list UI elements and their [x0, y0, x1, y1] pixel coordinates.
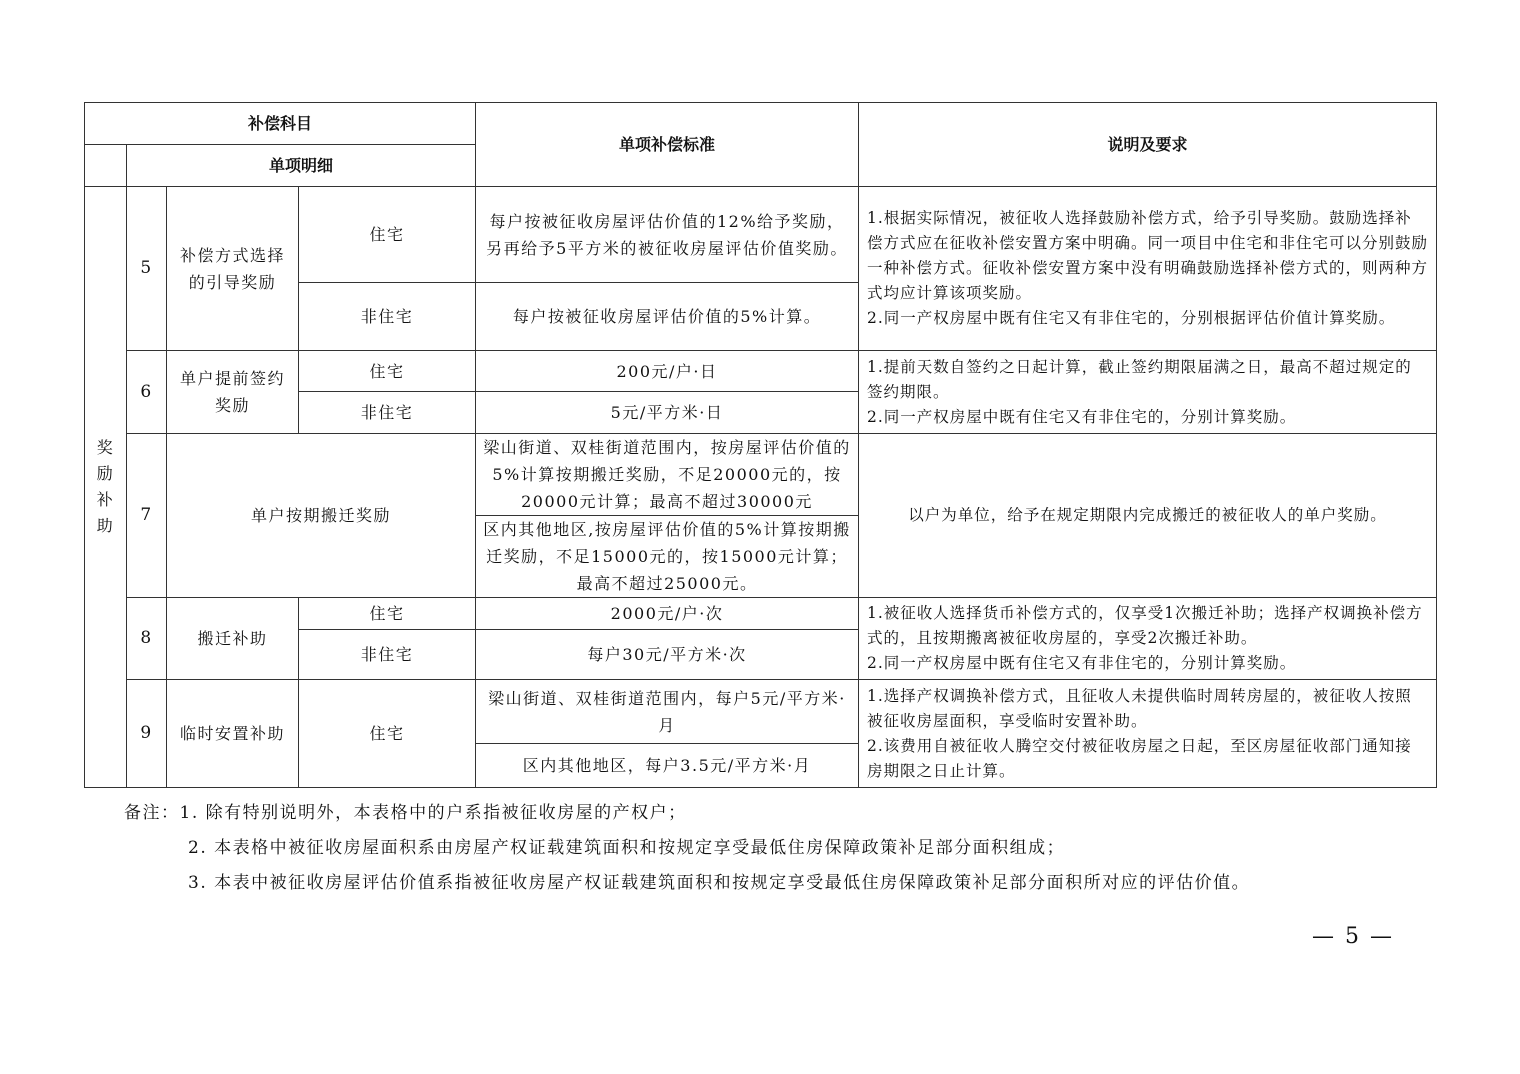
housing-type: 住宅 [299, 187, 476, 283]
header-standard: 单项补偿标准 [476, 103, 859, 187]
item-name: 搬迁补助 [167, 598, 299, 680]
footnote-line: 2. 本表格中被征收房屋面积系由房屋产权证载建筑面积和按规定享受最低住房保障政策补足部分面积组成； [188, 838, 1066, 858]
standard-cell: 每户按被征收房屋评估价值的5%计算。 [476, 283, 859, 351]
standard-cell: 每户30元/平方米·次 [476, 630, 859, 680]
standard-cell: 区内其他地区,按房屋评估价值的5%计算按期搬迁奖励，不足15000元的，按15000元计算；最高不超过25000元。 [476, 516, 859, 598]
standard-cell: 5元/平方米·日 [476, 392, 859, 434]
table-row [85, 434, 1437, 516]
page-number: — 5 — [1312, 924, 1394, 949]
notes-cell [859, 351, 1437, 434]
item-name: 补偿方式选择的引导奖励 [167, 187, 299, 351]
notes-paragraph: 1.提前天数自签约之日起计算，截止签约期限届满之日，最高不超过规定的签约期限。 [867, 357, 1412, 401]
item-name: 单户按期搬迁奖励 [167, 434, 476, 598]
table-row [85, 680, 1437, 744]
notes-paragraph: 2.同一产权房屋中既有住宅又有非住宅的，分别根据评估价值计算奖励。 [867, 309, 1396, 327]
notes-paragraph: 2.同一产权房屋中既有住宅又有非住宅的，分别计算奖励。 [867, 407, 1297, 426]
notes-paragraph: 1.被征收人选择货币补偿方式的，仅享受1次搬迁补助；选择产权调换补偿方式的，且按期搬离被征收房屋的，享受2次搬迁补助。 [867, 604, 1423, 647]
notes-cell [859, 680, 1437, 788]
header-blank-cell [85, 145, 127, 187]
housing-type: 住宅 [299, 351, 476, 392]
footnote-line: 3. 本表中被征收房屋评估价值系指被征收房屋产权证载建筑面积和按规定享受最低住房保障政策补足部分面积所对应的评估价值。 [188, 873, 1251, 893]
row-number: 5 [127, 187, 167, 351]
notes-paragraph: 2.同一产权房屋中既有住宅又有非住宅的，分别计算奖励。 [867, 654, 1297, 672]
notes-paragraph: 2.该费用自被征收人腾空交付被征收房屋之日起，至区房屋征收部门通知接房期限之日止计算。 [867, 736, 1412, 780]
standard-cell: 200元/户·日 [476, 351, 859, 392]
table-row [85, 351, 1437, 392]
standard-cell: 2000元/户·次 [476, 598, 859, 630]
header-detail: 单项明细 [127, 145, 476, 187]
table-row [85, 598, 1437, 630]
row-number: 8 [127, 598, 167, 680]
footnotes [124, 798, 1444, 903]
group-label-reward-subsidy: 奖 励 补 助 [85, 187, 127, 788]
notes-cell: 以户为单位，给予在规定期限内完成搬迁的被征收人的单户奖励。 [859, 434, 1437, 598]
housing-type: 非住宅 [299, 283, 476, 351]
housing-type: 住宅 [299, 598, 476, 630]
standard-cell: 梁山街道、双桂街道范围内，按房屋评估价值的5%计算按期搬迁奖励，不足20000元的，按20000元计算；最高不超过30000元 [476, 434, 859, 516]
item-name: 单户提前签约奖励 [167, 351, 299, 434]
header-notes: 说明及要求 [859, 103, 1437, 187]
header-category: 补偿科目 [85, 103, 476, 145]
standard-cell: 梁山街道、双桂街道范围内，每户5元/平方米·月 [476, 680, 859, 744]
footnote-line: 备注：1. 除有特别说明外，本表格中的户系指被征收房屋的产权户； [124, 803, 687, 823]
housing-type: 非住宅 [299, 630, 476, 680]
standard-cell: 区内其他地区，每户3.5元/平方米·月 [476, 744, 859, 788]
row-number: 9 [127, 680, 167, 788]
item-name: 临时安置补助 [167, 680, 299, 788]
notes-cell [859, 598, 1437, 680]
housing-type: 非住宅 [299, 392, 476, 434]
notes-paragraph: 1.根据实际情况，被征收人选择鼓励补偿方式，给予引导奖励。鼓励选择补偿方式应在征收补偿安置方案中明确。同一项目中住宅和非住宅可以分别鼓励一种补偿方式。征收补偿安置方案中没有明确鼓励选择补偿方式的，则两种方式均应计算该项奖励。 [867, 209, 1429, 302]
notes-paragraph: 1.选择产权调换补偿方式，且征收人未提供临时周转房屋的，被征收人按照被征收房屋面积，享受临时安置补助。 [867, 686, 1412, 730]
compensation-table [84, 102, 1437, 788]
housing-type: 住宅 [299, 680, 476, 788]
notes-cell [859, 187, 1437, 351]
row-number: 7 [127, 434, 167, 598]
standard-cell: 每户按被征收房屋评估价值的12%给予奖励，另再给予5平方米的被征收房屋评估价值奖励。 [476, 187, 859, 283]
table-row [85, 187, 1437, 283]
row-number: 6 [127, 351, 167, 434]
